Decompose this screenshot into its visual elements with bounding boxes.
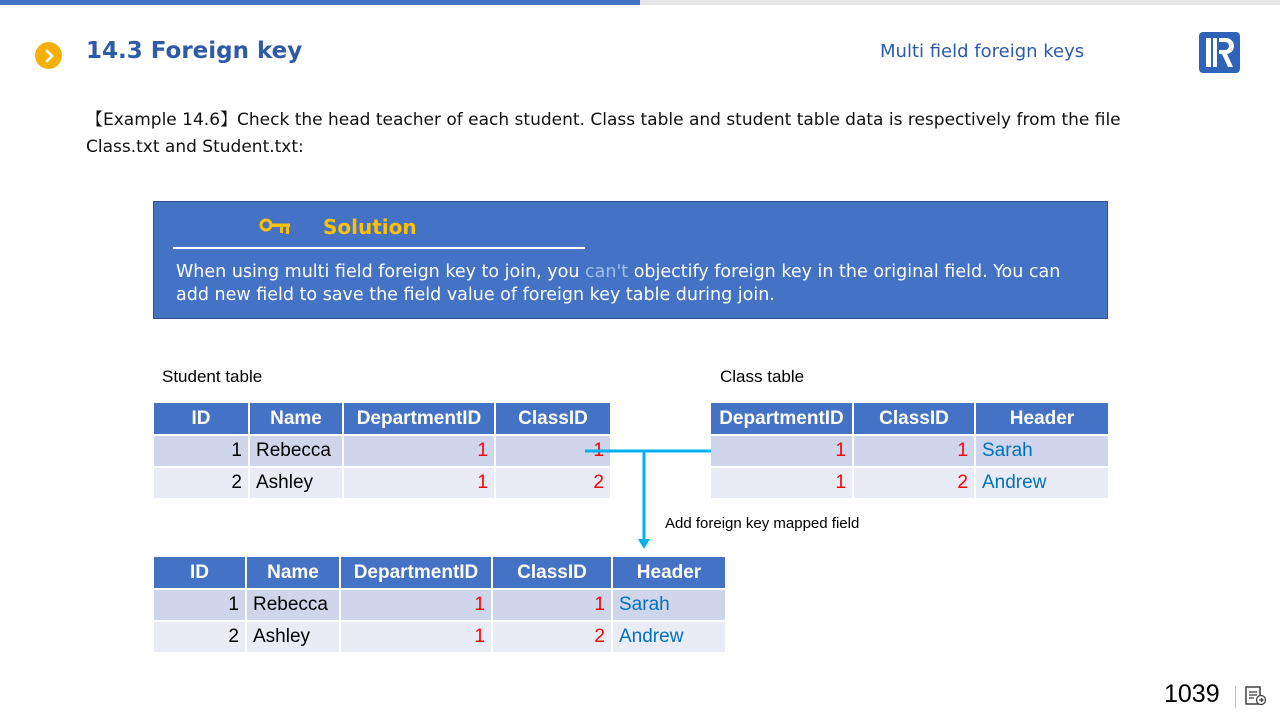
table-cell: 2 — [492, 621, 612, 653]
table-cell: 2 — [853, 467, 975, 499]
table-cell: Sarah — [612, 589, 726, 621]
page-title: 14.3 Foreign key — [86, 38, 303, 64]
table-cell: Rebecca — [246, 589, 340, 621]
class-table-label: Class table — [720, 367, 805, 386]
student-table-label: Student table — [162, 367, 263, 386]
column-header: ClassID — [853, 402, 975, 435]
table-cell: 2 — [153, 621, 246, 653]
column-header: DepartmentID — [343, 402, 495, 435]
table-header-row — [153, 402, 611, 435]
table-cell: Ashley — [246, 621, 340, 653]
table-row — [153, 467, 611, 499]
table-cell: Sarah — [975, 435, 1109, 467]
table-header-row — [710, 402, 1109, 435]
table-cell: 1 — [492, 589, 612, 621]
column-header: Header — [612, 556, 726, 589]
table-cell: 1 — [710, 435, 853, 467]
table-cell: 2 — [495, 467, 611, 499]
table-cell: 1 — [853, 435, 975, 467]
table-row — [153, 589, 726, 621]
table-cell: 2 — [153, 467, 249, 499]
table-row — [153, 435, 611, 467]
key-icon — [259, 217, 293, 237]
footer-divider — [1235, 686, 1236, 708]
chevron-right-icon — [35, 42, 62, 69]
solution-divider — [173, 247, 585, 249]
table-cell: 1 — [153, 589, 246, 621]
column-header: ClassID — [492, 556, 612, 589]
top-gray-bar — [640, 0, 1280, 5]
table-cell: Ashley — [249, 467, 343, 499]
solution-title: Solution — [323, 215, 417, 239]
result-table — [152, 555, 727, 654]
table-cell: 1 — [495, 435, 611, 467]
solution-text-part: When using multi field foreign key to join, you — [176, 262, 586, 282]
section-subtitle: Multi field foreign keys — [880, 41, 1085, 62]
solution-text-highlight: can't — [585, 262, 629, 282]
column-header: ID — [153, 556, 246, 589]
example-description: 【Example 14.6】Check the head teacher of each student. Class table and student table data is respectively from the file Class.txt and Student.txt: — [86, 110, 1121, 157]
table-cell: Rebecca — [249, 435, 343, 467]
table-row — [710, 467, 1109, 499]
solution-text — [176, 261, 1096, 307]
page-number: 1039 — [1164, 680, 1220, 708]
column-header: Header — [975, 402, 1109, 435]
column-header: ID — [153, 402, 249, 435]
table-cell: 1 — [340, 589, 492, 621]
arrow-down-icon — [638, 539, 650, 549]
table-cell: 1 — [343, 435, 495, 467]
r-logo-icon — [1198, 31, 1241, 74]
top-accent-bar — [0, 0, 640, 5]
solution-text-part: objectify foreign key in the original field. You can add new field to save the field value of foreign key table during join. — [176, 262, 1061, 305]
column-header: Name — [246, 556, 340, 589]
table-cell: 1 — [343, 467, 495, 499]
column-header: Name — [249, 402, 343, 435]
table-cell: Andrew — [612, 621, 726, 653]
table-row — [710, 435, 1109, 467]
table-cell: 1 — [340, 621, 492, 653]
table-cell: 1 — [710, 467, 853, 499]
student-table — [152, 401, 612, 500]
column-header: DepartmentID — [710, 402, 853, 435]
presentation-notes-icon[interactable] — [1245, 686, 1267, 706]
table-cell: Andrew — [975, 467, 1109, 499]
solution-box — [153, 201, 1108, 319]
table-row — [153, 621, 726, 653]
table-header-row — [153, 556, 726, 589]
class-table — [709, 401, 1110, 500]
connector-label: Add foreign key mapped field — [665, 515, 860, 532]
table-cell: 1 — [153, 435, 249, 467]
column-header: ClassID — [495, 402, 611, 435]
column-header: DepartmentID — [340, 556, 492, 589]
